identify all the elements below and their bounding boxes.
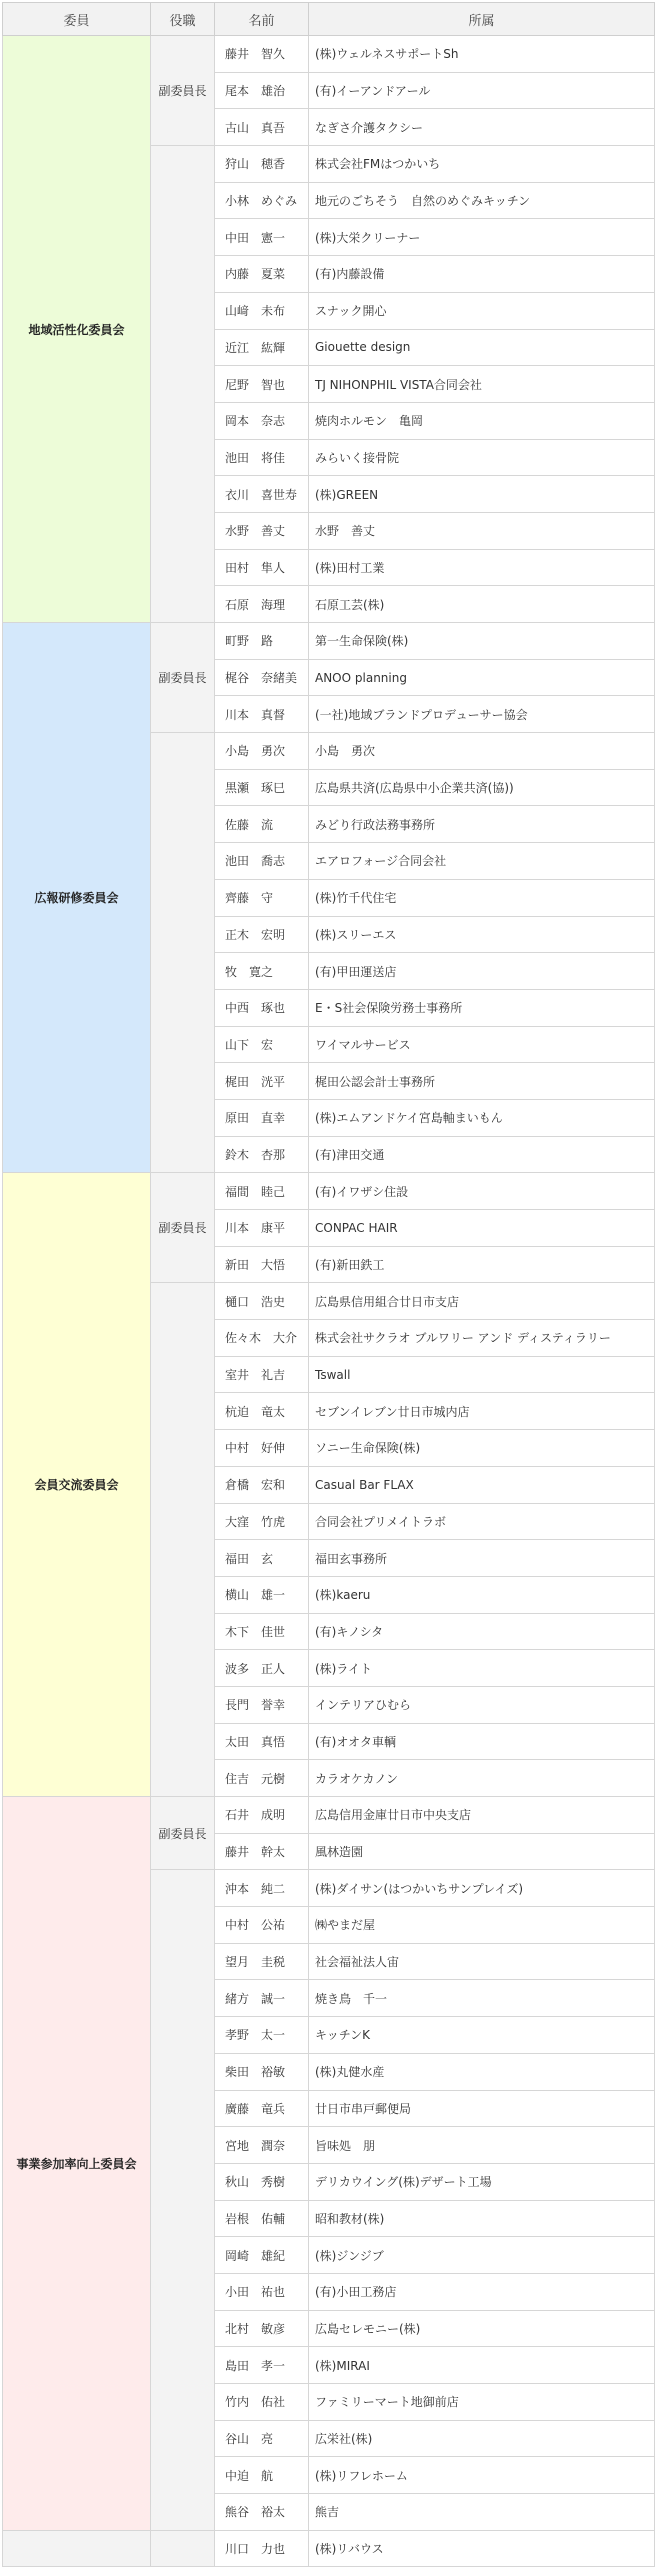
member-affiliation-cell: 焼肉ホルモン 亀岡 — [309, 402, 655, 439]
member-name-cell: 小林 めぐみ — [215, 182, 309, 219]
member-affiliation-cell: スナック開心 — [309, 292, 655, 329]
member-name-cell: 内藤 夏菜 — [215, 256, 309, 293]
member-name-cell: 杭迫 竜太 — [215, 1393, 309, 1430]
role-cell — [151, 1283, 215, 1797]
member-affiliation-cell: みどり行政法務事務所 — [309, 806, 655, 843]
member-name-cell: 黒瀬 琢巳 — [215, 769, 309, 806]
member-name-cell: 鈴木 杏那 — [215, 1136, 309, 1173]
member-affiliation-cell: 旨味処 朋 — [309, 2127, 655, 2164]
role-cell: 副委員長 — [151, 1797, 215, 1870]
member-affiliation-cell: (株)GREEN — [309, 476, 655, 513]
member-name-cell: 緒方 誠一 — [215, 1980, 309, 2017]
member-affiliation-cell: (株)竹千代住宅 — [309, 879, 655, 916]
member-affiliation-cell: (有)新田鉄工 — [309, 1246, 655, 1283]
member-affiliation-cell: 広島県信用組合廿日市支店 — [309, 1283, 655, 1320]
member-name-cell: 川口 力也 — [215, 2530, 309, 2567]
member-affiliation-cell: (株)丸健水産 — [309, 2053, 655, 2090]
member-affiliation-cell: 水野 善丈 — [309, 512, 655, 549]
member-affiliation-cell: (株)リバウス — [309, 2530, 655, 2567]
member-affiliation-cell: CONPAC HAIR — [309, 1210, 655, 1247]
role-cell — [151, 1870, 215, 2530]
member-name-cell: 藤井 智久 — [215, 36, 309, 73]
member-affiliation-cell: 広島県共済(広島県中小企業共済(協)) — [309, 769, 655, 806]
role-cell: 副委員長 — [151, 36, 215, 146]
member-affiliation-cell: なぎさ介護タクシー — [309, 109, 655, 146]
member-name-cell: 波多 正人 — [215, 1650, 309, 1687]
member-affiliation-cell: TJ NIHONPHIL VISTA合同会社 — [309, 366, 655, 403]
member-name-cell: 竹内 佑社 — [215, 2384, 309, 2421]
member-affiliation-cell: (有)イーアンドアール — [309, 72, 655, 109]
header-affiliation: 所属 — [309, 3, 655, 36]
member-name-cell: 牧 寛之 — [215, 953, 309, 990]
member-name-cell: 中田 憲一 — [215, 219, 309, 256]
member-name-cell: 宮地 潤奈 — [215, 2127, 309, 2164]
roster-body — [3, 36, 655, 2567]
member-name-cell: 中西 琢也 — [215, 989, 309, 1026]
member-affiliation-cell: (株)大栄クリーナー — [309, 219, 655, 256]
member-name-cell: 佐藤 流 — [215, 806, 309, 843]
member-name-cell: 小島 勇次 — [215, 733, 309, 770]
committee-name-cell: 会員交流委員会 — [3, 1173, 151, 1797]
member-affiliation-cell: インテリアひむら — [309, 1686, 655, 1723]
member-affiliation-cell: 広島信用金庫廿日市中央支店 — [309, 1797, 655, 1834]
member-affiliation-cell: Giouette design — [309, 329, 655, 366]
member-affiliation-cell: 焼き鳥 千一 — [309, 1980, 655, 2017]
member-name-cell: 佐々木 大介 — [215, 1320, 309, 1357]
member-name-cell: 孝野 太一 — [215, 2017, 309, 2054]
member-affiliation-cell: (有)オオタ車輌 — [309, 1723, 655, 1760]
member-name-cell: 田村 隼人 — [215, 549, 309, 586]
member-affiliation-cell: (株)ライト — [309, 1650, 655, 1687]
member-affiliation-cell: E・S社会保険労務士事務所 — [309, 989, 655, 1026]
committee-name-cell: 広報研修委員会 — [3, 623, 151, 1173]
member-affiliation-cell: 石原工芸(株) — [309, 586, 655, 623]
table-row — [3, 1173, 655, 1210]
member-affiliation-cell: 株式会社サクラオ ブルワリー アンド ディスティラリー — [309, 1320, 655, 1357]
member-name-cell: 熊谷 裕太 — [215, 2494, 309, 2531]
role-cell: 副委員長 — [151, 1173, 215, 1283]
member-name-cell: 近江 紘輝 — [215, 329, 309, 366]
member-affiliation-cell: (株)田村工業 — [309, 549, 655, 586]
table-row — [3, 1797, 655, 1834]
member-name-cell: 川本 真督 — [215, 696, 309, 733]
member-affiliation-cell: ソニー生命保険(株) — [309, 1430, 655, 1467]
member-affiliation-cell: 福田玄事務所 — [309, 1540, 655, 1577]
committee-name-cell: 地域活性化委員会 — [3, 36, 151, 623]
committee-name-cell — [3, 2530, 151, 2567]
member-name-cell: 倉橋 宏和 — [215, 1466, 309, 1503]
member-name-cell: 町野 路 — [215, 623, 309, 660]
member-affiliation-cell: 廿日市串戸郵便局 — [309, 2090, 655, 2127]
table-row — [3, 36, 655, 73]
member-name-cell: 柴田 裕敏 — [215, 2053, 309, 2090]
member-name-cell: 福間 睦己 — [215, 1173, 309, 1210]
role-cell — [151, 733, 215, 1173]
table-row — [3, 623, 655, 660]
member-name-cell: 沖本 純二 — [215, 1870, 309, 1907]
member-name-cell: 室井 礼吉 — [215, 1356, 309, 1393]
member-name-cell: 廣藤 竜兵 — [215, 2090, 309, 2127]
member-name-cell: 岡本 奈志 — [215, 402, 309, 439]
member-name-cell: 島田 孝一 — [215, 2347, 309, 2384]
member-name-cell: 北村 敏彦 — [215, 2310, 309, 2347]
member-name-cell: 狩山 穂香 — [215, 146, 309, 183]
member-name-cell: 岩根 佑輔 — [215, 2200, 309, 2237]
member-name-cell: 川本 康平 — [215, 1210, 309, 1247]
member-name-cell: 横山 雄一 — [215, 1576, 309, 1613]
member-affiliation-cell: ㈱やまだ屋 — [309, 1907, 655, 1944]
member-name-cell: 石原 海理 — [215, 586, 309, 623]
member-affiliation-cell: 第一生命保険(株) — [309, 623, 655, 660]
member-affiliation-cell: 小島 勇次 — [309, 733, 655, 770]
table-header-row — [3, 3, 655, 36]
member-name-cell: 山﨑 未布 — [215, 292, 309, 329]
member-affiliation-cell: 地元のごちそう 自然のめぐみキッチン — [309, 182, 655, 219]
member-affiliation-cell: (有)小田工務店 — [309, 2273, 655, 2310]
member-name-cell: 池田 喬志 — [215, 843, 309, 880]
member-affiliation-cell: (有)イワザシ住設 — [309, 1173, 655, 1210]
member-name-cell: 中迫 航 — [215, 2457, 309, 2494]
member-affiliation-cell: 風林造園 — [309, 1833, 655, 1870]
member-name-cell: 木下 佳世 — [215, 1613, 309, 1650]
member-affiliation-cell: 株式会社FMはつかいち — [309, 146, 655, 183]
member-name-cell: 水野 善丈 — [215, 512, 309, 549]
member-affiliation-cell: (株)MIRAI — [309, 2347, 655, 2384]
member-affiliation-cell: (株)kaeru — [309, 1576, 655, 1613]
member-name-cell: 梶谷 奈緒美 — [215, 659, 309, 696]
member-affiliation-cell: (株)スリーエス — [309, 916, 655, 953]
role-cell: 副委員長 — [151, 623, 215, 733]
member-name-cell: 古山 真吾 — [215, 109, 309, 146]
member-name-cell: 尾本 雄治 — [215, 72, 309, 109]
header-committee: 委員 — [3, 3, 151, 36]
member-affiliation-cell: 合同会社プリメイトラボ — [309, 1503, 655, 1540]
member-affiliation-cell: (株)リフレホーム — [309, 2457, 655, 2494]
member-name-cell: 原田 直幸 — [215, 1099, 309, 1136]
member-affiliation-cell: ワイマルサービス — [309, 1026, 655, 1063]
member-name-cell: 小田 祐也 — [215, 2273, 309, 2310]
member-affiliation-cell: 梶田公認会計士事務所 — [309, 1063, 655, 1100]
member-affiliation-cell: キッチンK — [309, 2017, 655, 2054]
role-cell — [151, 2530, 215, 2567]
member-affiliation-cell: エアロフォージ合同会社 — [309, 843, 655, 880]
member-name-cell: 正木 宏明 — [215, 916, 309, 953]
committee-name-cell: 事業参加率向上委員会 — [3, 1797, 151, 2531]
member-name-cell: 衣川 喜世寿 — [215, 476, 309, 513]
member-affiliation-cell: Casual Bar FLAX — [309, 1466, 655, 1503]
header-role: 役職 — [151, 3, 215, 36]
member-name-cell: 梶田 洸平 — [215, 1063, 309, 1100]
member-name-cell: 尼野 智也 — [215, 366, 309, 403]
member-name-cell: 望月 圭税 — [215, 1943, 309, 1980]
member-affiliation-cell: (有)内藤設備 — [309, 256, 655, 293]
member-name-cell: 樋口 浩史 — [215, 1283, 309, 1320]
member-name-cell: 山下 宏 — [215, 1026, 309, 1063]
member-name-cell: 中村 好伸 — [215, 1430, 309, 1467]
member-name-cell: 福田 玄 — [215, 1540, 309, 1577]
member-name-cell: 藤井 幹太 — [215, 1833, 309, 1870]
member-affiliation-cell: (株)ダイサン(はつかいちサンプレイズ) — [309, 1870, 655, 1907]
member-affiliation-cell: 熊吉 — [309, 2494, 655, 2531]
member-affiliation-cell: 社会福祉法人宙 — [309, 1943, 655, 1980]
member-name-cell: 太田 真悟 — [215, 1723, 309, 1760]
member-name-cell: 住吉 元樹 — [215, 1760, 309, 1797]
member-affiliation-cell: ANOO planning — [309, 659, 655, 696]
member-affiliation-cell: セブンイレブン廿日市城内店 — [309, 1393, 655, 1430]
member-affiliation-cell: (有)津田交通 — [309, 1136, 655, 1173]
member-name-cell: 池田 将佳 — [215, 439, 309, 476]
member-affiliation-cell: デリカウイング(株)デザート工場 — [309, 2163, 655, 2200]
member-affiliation-cell: (株)エムアンドケイ宮島軸まいもん — [309, 1099, 655, 1136]
member-affiliation-cell: (株)ウェルネスサポートSh — [309, 36, 655, 73]
member-name-cell: 齊藤 守 — [215, 879, 309, 916]
member-name-cell: 秋山 秀樹 — [215, 2163, 309, 2200]
member-name-cell: 谷山 亮 — [215, 2420, 309, 2457]
member-affiliation-cell: Tswall — [309, 1356, 655, 1393]
member-affiliation-cell: (有)キノシタ — [309, 1613, 655, 1650]
member-name-cell: 石井 成明 — [215, 1797, 309, 1834]
table-row — [3, 2530, 655, 2567]
member-affiliation-cell: カラオケカノン — [309, 1760, 655, 1797]
member-name-cell: 大窪 竹虎 — [215, 1503, 309, 1540]
member-affiliation-cell: みらいく接骨院 — [309, 439, 655, 476]
role-cell — [151, 146, 215, 623]
member-affiliation-cell: (有)甲田運送店 — [309, 953, 655, 990]
member-name-cell: 岡崎 雄紀 — [215, 2237, 309, 2274]
member-affiliation-cell: (一社)地域ブランドプロデューサー協会 — [309, 696, 655, 733]
member-affiliation-cell: 昭和教材(株) — [309, 2200, 655, 2237]
member-affiliation-cell: 広栄社(株) — [309, 2420, 655, 2457]
member-name-cell: 新田 大悟 — [215, 1246, 309, 1283]
header-name: 名前 — [215, 3, 309, 36]
member-name-cell: 長門 誉幸 — [215, 1686, 309, 1723]
member-affiliation-cell: (株)ジンジブ — [309, 2237, 655, 2274]
member-affiliation-cell: 広島セレモニー(株) — [309, 2310, 655, 2347]
member-affiliation-cell: ファミリーマート地御前店 — [309, 2384, 655, 2421]
member-name-cell: 中村 公祐 — [215, 1907, 309, 1944]
committee-roster-table — [2, 2, 655, 2567]
